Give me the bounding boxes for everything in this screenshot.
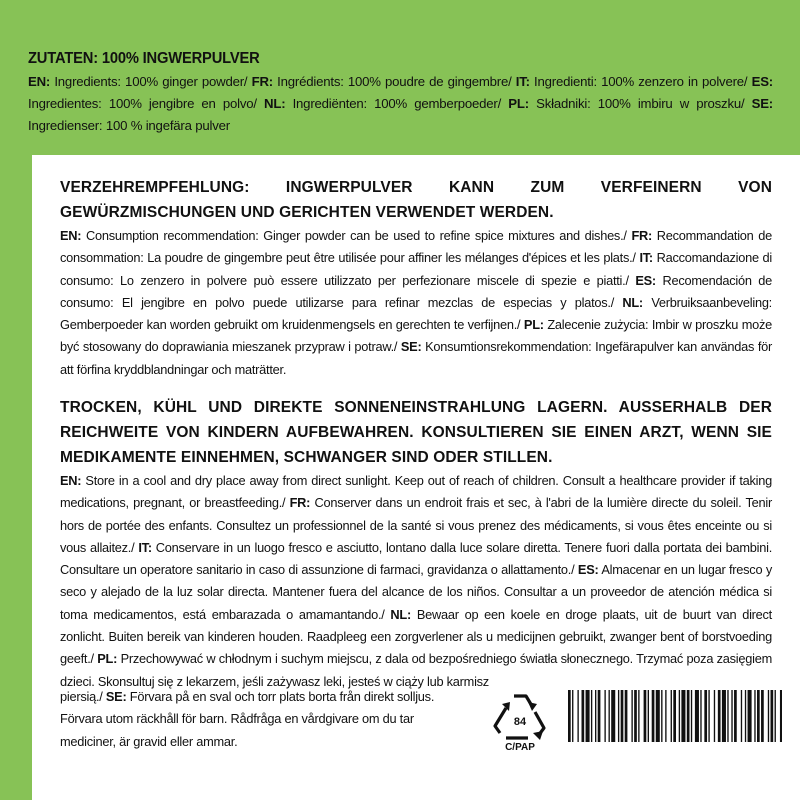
language-code: FR: xyxy=(251,74,273,89)
barcode-bar xyxy=(687,690,690,742)
language-text: Almacenar en un lugar fresco y seco y alejado de la luz solar directa. Mantener fuera del alcance de los niños. Consultar a un proveedor de atención médica si toma medicamentos, está embarazada o amamantando./ xyxy=(60,562,772,622)
language-text: Recomendación de consumo: El jengibre en polvo puede utilizarse para refinar mezclas de especias y platos./ xyxy=(60,272,772,310)
barcode-bar xyxy=(591,690,592,742)
barcode-bar xyxy=(700,690,701,742)
language-code: EN: xyxy=(28,74,51,89)
barcode-bar xyxy=(595,690,596,742)
language-code: IT: xyxy=(138,539,152,555)
barcode-bar xyxy=(722,690,726,742)
language-text: Conserver dans un endroit frais et sec, à l'abri de la lumière directe du soleil. Tenir hors de portée des enfants. Consultez un professionnel de la santé si vous prenez des médicaments, si vous êtes enceinte ou si vous allaitez./ xyxy=(60,495,772,555)
language-text: Ingredienser: 100 % ingefära pulver xyxy=(28,118,230,133)
language-code: FR: xyxy=(631,228,653,243)
barcode-bar xyxy=(704,690,707,742)
barcode-bar xyxy=(695,690,699,742)
barcode-bar xyxy=(598,690,601,742)
language-code: PL: xyxy=(523,317,544,333)
language-code: IT: xyxy=(515,74,530,89)
storage-heading: TROCKEN, KÜHL UND DIREKTE SONNENEINSTRAHLUNG LAGERN. AUSSERHALB DER REICHWEITE VON KINDERN AUFBEWAHREN. KONSULTIEREN SIE EINEN ARZT, WENN SIE MEDIKAMENTE EINNEHMEN, SCHWANGER SIND ODER STILLEN. xyxy=(60,399,772,466)
barcode-bar xyxy=(644,690,647,742)
language-code: NL: xyxy=(390,606,411,622)
barcode-bar xyxy=(652,690,655,742)
language-text: Ingrédients: 100% poudre de gingembre/ xyxy=(272,74,516,89)
recycling-code: C/PAP xyxy=(505,742,535,752)
barcode-bar xyxy=(727,690,728,742)
language-code: EN: xyxy=(60,228,82,243)
ingredients-text xyxy=(28,71,773,137)
language-text: Przechowywać w chłodnym i suchym miejscu, z dala od bezpośredniego światła słonecznego. Trzymać poza zasięgiem dzieci. Skonsultuj się z lekarzem, jeśli zażywasz leki, jesteś w ciąży lub karmisz xyxy=(60,651,772,689)
recycling-triangle-icon xyxy=(488,688,552,752)
barcode-bar xyxy=(604,690,605,742)
ingredients-heading: ZUTATEN: 100% INGWERPULVER xyxy=(28,50,260,67)
language-text: Conservare in un luogo fresco e asciutto, lontano dalla luce solare diretta. Tenere fuori dalla portata dei bambini. Consultare un operatore sanitario in caso di assunzione di farmaci, gravidanza o allattamento./ xyxy=(60,539,772,578)
language-code: EN: xyxy=(60,473,82,488)
language-code: PL: xyxy=(508,96,529,111)
barcode-bar xyxy=(714,690,715,742)
language-text: Verbruiksaanbeveling: Gemberpoeder kan worden gebruikt om kruidenmengsels en gerechten te verfijnen./ xyxy=(60,294,772,333)
barcode-bar xyxy=(611,690,615,742)
language-text: Ingredienti: 100% zenzero in polvere/ xyxy=(529,74,752,89)
language-text: Förvara på en sval och torr plats borta från direkt solljus. Förvara utom räckhåll för barn. Rådfråga en vårdgivare om du tar mediciner, är gravid eller ammar. xyxy=(60,689,435,749)
language-text: Ingredients: 100% ginger powder/ xyxy=(50,74,252,89)
barcode-bar xyxy=(671,690,672,742)
barcode-bar xyxy=(775,690,776,742)
barcode-bar xyxy=(568,690,571,742)
language-code: ES: xyxy=(577,562,599,578)
barcode-bar xyxy=(673,690,676,742)
barcode-bar xyxy=(757,690,760,742)
barcode-bar xyxy=(780,690,782,742)
barcode-bar xyxy=(648,690,649,742)
language-code: NL: xyxy=(622,294,643,310)
barcode-bar xyxy=(754,690,755,742)
barcode-bar xyxy=(638,690,639,742)
storage-text-tail xyxy=(60,686,472,753)
language-text: Raccomandazione di consumo: Lo zenzero in polvere può essere utilizzato per perfezionare miscele di spezie e piatti./ xyxy=(60,250,772,288)
language-code: SE: xyxy=(751,96,773,111)
language-text: Ingredientes: 100% jengibre en polvo/ xyxy=(28,96,265,111)
recycling-number: 84 xyxy=(513,716,527,728)
language-code: SE: xyxy=(400,339,422,355)
barcode-bar xyxy=(748,690,752,742)
barcode-bar xyxy=(572,690,573,742)
barcode-bar xyxy=(656,690,660,742)
barcode-bar xyxy=(618,690,619,742)
barcode-bar xyxy=(761,690,764,742)
language-text: Consumption recommendation: Ginger powder can be used to refine spice mixtures and dishes./ xyxy=(81,228,632,243)
language-text: Bewaar op een koele en droge plaats, uit de buurt van direct zonlicht. Buiten bereik van kinderen houden. Raadpleeg een zorgverlener als u medicijnen gebruikt, zwanger bent of borstvoeding geeft./ xyxy=(60,606,772,667)
language-text: Składniki: 100% imbiru w proszku/ xyxy=(528,96,752,111)
language-code: ES: xyxy=(751,74,773,89)
barcode-bar xyxy=(745,690,746,742)
language-text: Ingrediënten: 100% gemberpoeder/ xyxy=(285,96,509,111)
barcode-bar xyxy=(718,690,721,742)
consumption-heading: VERZEHREMPFEHLUNG: INGWERPULVER KANN ZUM VERFEINERN VON GEWÜRZMISCHUNGEN UND GERICHTEN VERWENDET WERDEN. xyxy=(60,179,772,221)
barcode-icon xyxy=(568,690,782,742)
barcode-bar xyxy=(625,690,628,742)
language-text: Store in a cool and dry place away from direct sunlight. Keep out of reach of children. Consult a healthcare provider if taking medications, pregnant, or breastfeeding./ xyxy=(60,473,772,511)
language-text: Zalecenie zużycia: Imbir w proszku może być stosowany do doprawiania mieszanek przypraw i potraw./ xyxy=(60,317,772,355)
language-text: piersią./ xyxy=(60,689,106,704)
language-code: ES: xyxy=(635,272,656,288)
barcode-bar xyxy=(665,690,666,742)
barcode-bar xyxy=(768,690,769,742)
consumption-text xyxy=(60,225,772,381)
barcode-bar xyxy=(771,690,774,742)
storage-section xyxy=(60,395,772,693)
language-text: Recommandation de consommation: La poudre de gingembre peut être utilisée pour affiner les mélanges d'épices et les plats./ xyxy=(60,228,773,266)
ingredients-block xyxy=(28,50,773,137)
barcode-bar xyxy=(582,690,585,742)
language-code: NL: xyxy=(264,96,286,111)
language-text: Konsumtionsrekommendation: Ingefärapulver kan användas för att förfina kryddblandningar och maträtter. xyxy=(60,339,773,377)
barcode-bar xyxy=(661,690,662,742)
barcode-bar xyxy=(679,690,680,742)
consumption-section xyxy=(60,175,772,381)
barcode-bar xyxy=(577,690,578,742)
barcode-bar xyxy=(631,690,632,742)
barcode-bar xyxy=(731,690,732,742)
barcode-bar xyxy=(586,690,590,742)
barcode-bar xyxy=(691,690,692,742)
barcode-bar xyxy=(621,690,624,742)
language-code: PL: xyxy=(97,651,118,667)
barcode-bar xyxy=(609,690,610,742)
barcode-bar xyxy=(634,690,637,742)
language-code: SE: xyxy=(105,689,127,704)
barcode-bar xyxy=(734,690,737,742)
storage-text xyxy=(60,470,772,693)
language-code: FR: xyxy=(289,495,311,511)
barcode-bar xyxy=(741,690,742,742)
barcode-bar xyxy=(708,690,709,742)
language-code: IT: xyxy=(639,250,653,266)
barcode-bar xyxy=(681,690,685,742)
